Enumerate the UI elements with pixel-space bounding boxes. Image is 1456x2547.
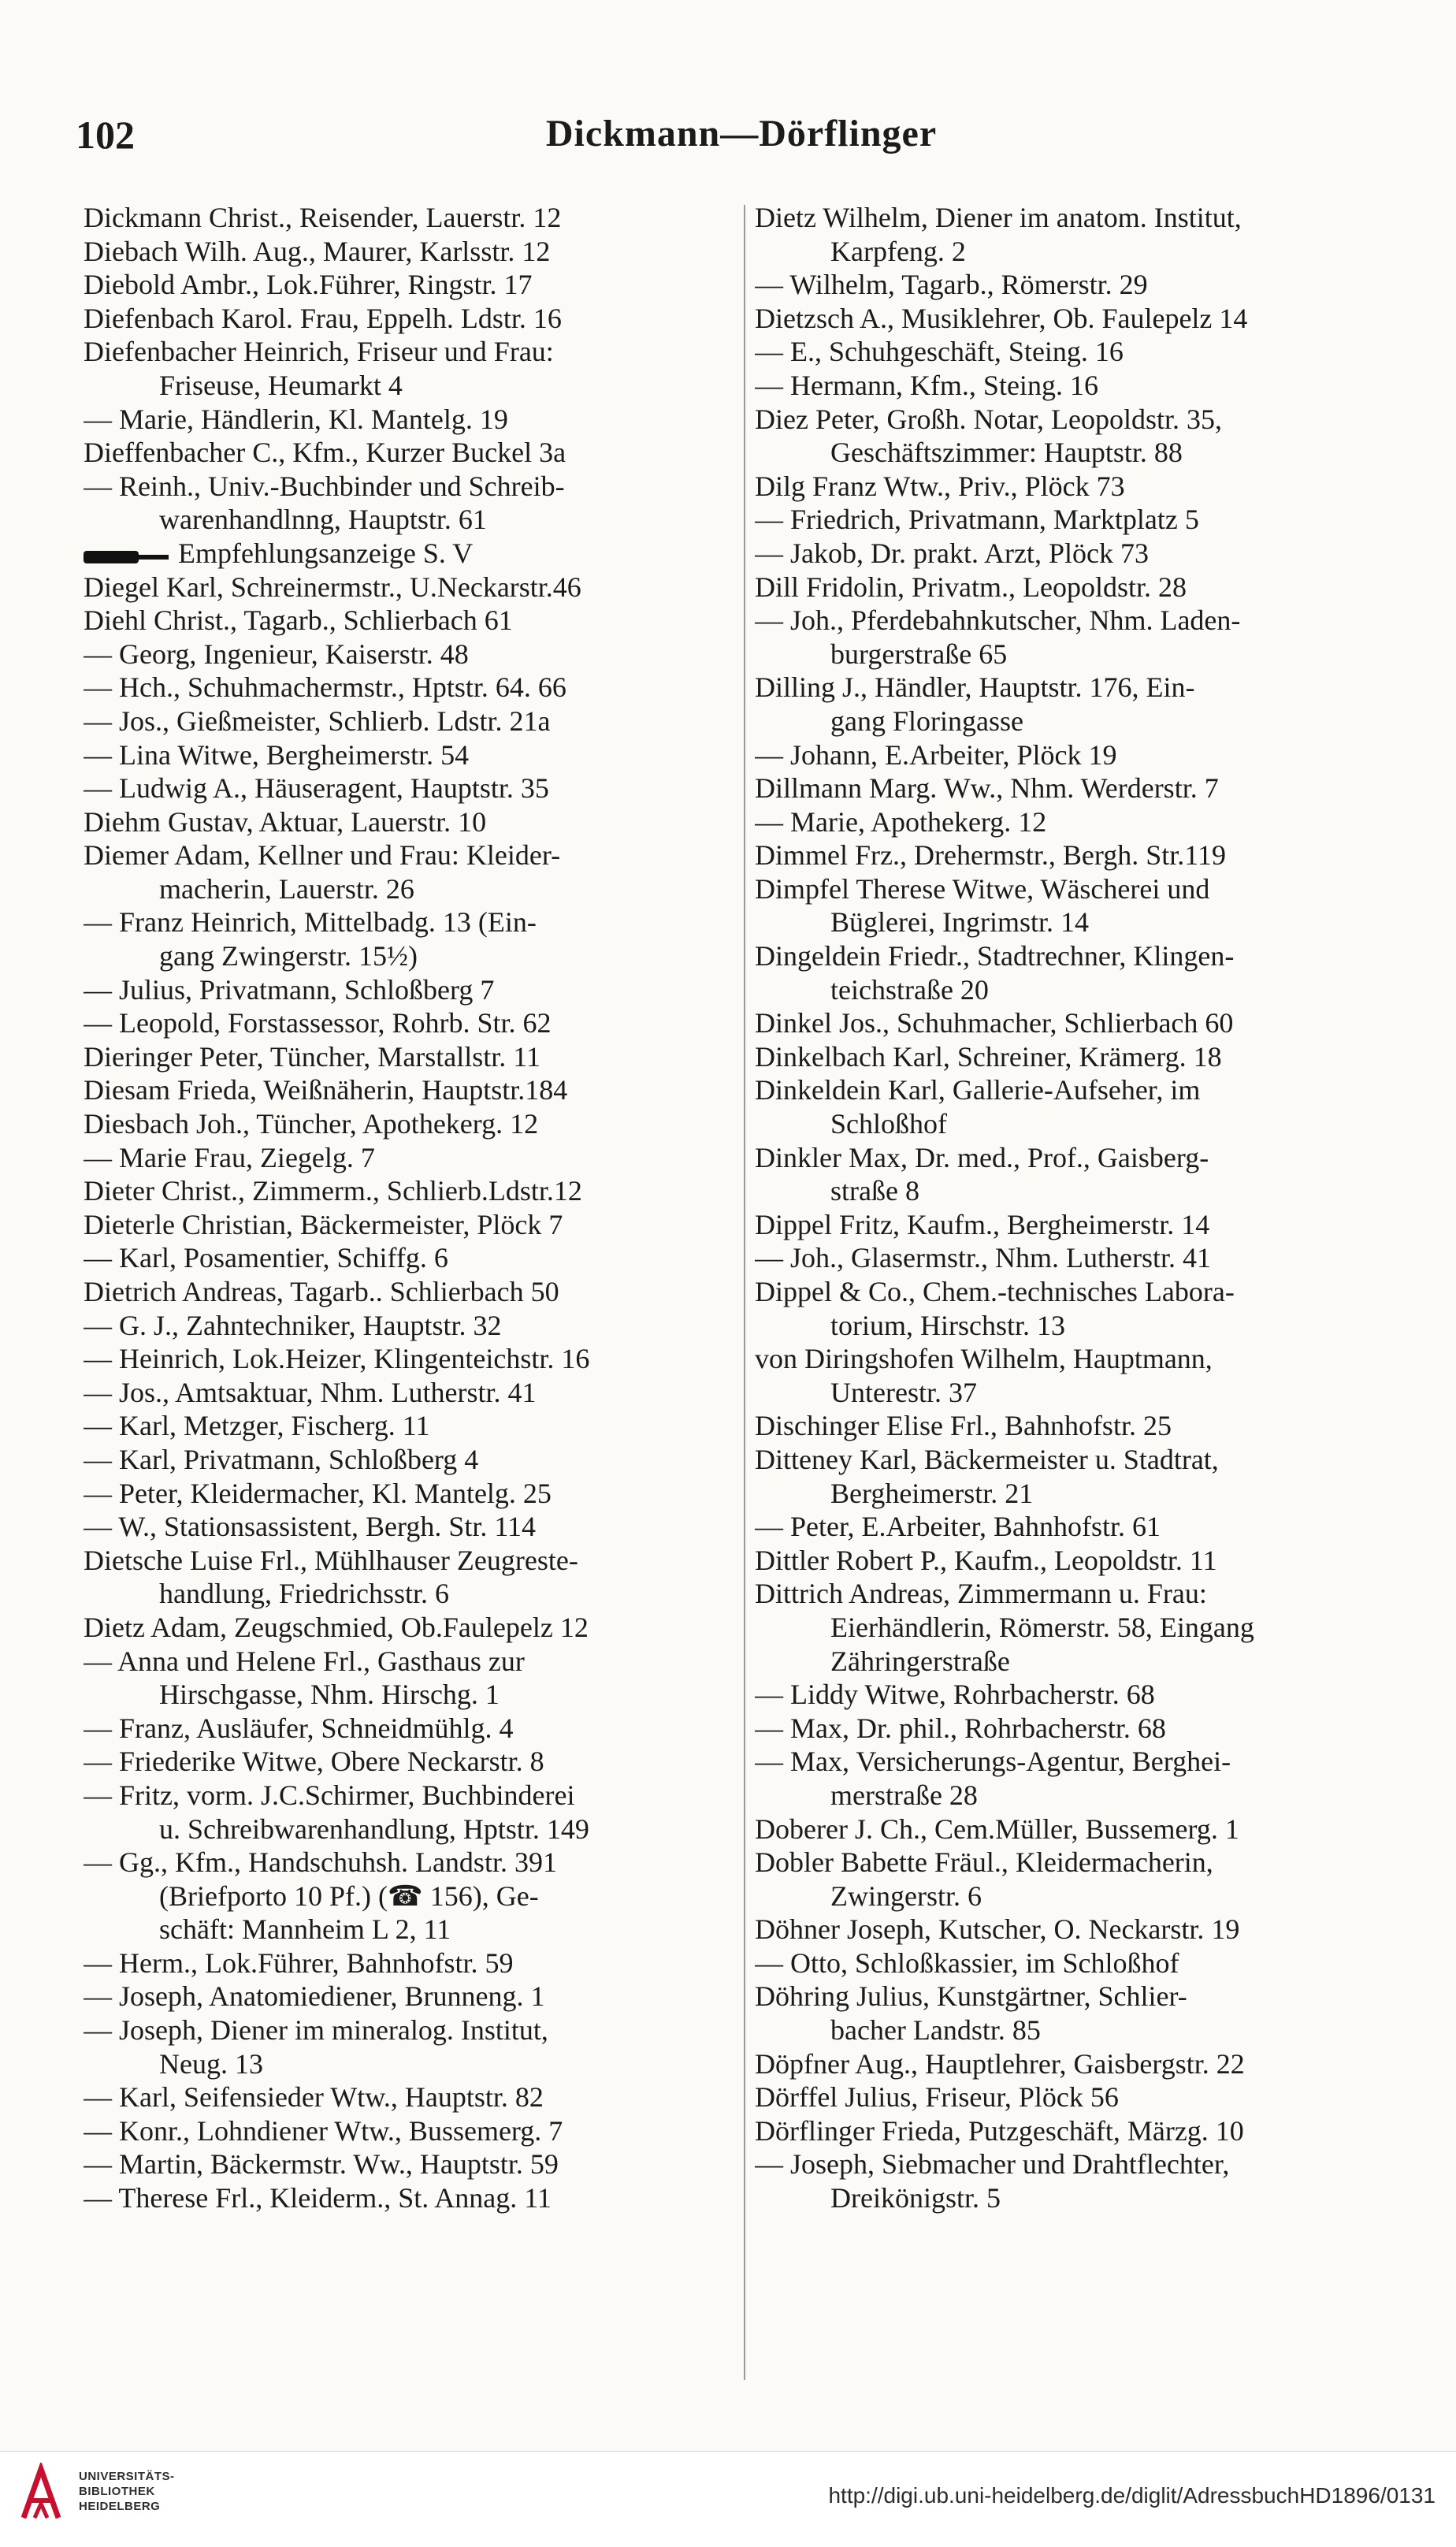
directory-entry xyxy=(755,1141,1409,1208)
directory-entry xyxy=(84,1174,739,1208)
directory-entry xyxy=(755,369,1409,403)
running-title: Dickmann—Dörflinger xyxy=(545,113,938,154)
entry-continuation-line: Unterestr. 37 xyxy=(830,1376,977,1408)
entry-line: Diefenbach Karol. Frau, Eppelh. Ldstr. 16 xyxy=(84,302,562,334)
entry-line: — Julius, Privatmann, Schloßberg 7 xyxy=(84,973,495,1006)
entry-line: Dörffel Julius, Friseur, Plöck 56 xyxy=(755,2081,1119,2114)
entry-continuation-line: merstraße 28 xyxy=(830,1779,978,1811)
entry-line: Doberer J. Ch., Cem.Müller, Bussemerg. 1 xyxy=(755,1813,1239,1845)
directory-entry xyxy=(84,905,739,972)
entry-line: — Karl, Posamentier, Schiffg. 6 xyxy=(84,1242,448,1274)
directory-entry xyxy=(755,1040,1409,1074)
directory-entry xyxy=(84,638,739,671)
entry-line: Ditteney Karl, Bäckermeister u. Stadtrat, xyxy=(755,1443,1219,1475)
entry-line: Dickmann Christ., Reisender, Lauerstr. 12 xyxy=(84,202,562,233)
directory-entry xyxy=(84,2080,739,2114)
directory-entry xyxy=(755,738,1409,772)
entry-line: — Liddy Witwe, Rohrbacherstr. 68 xyxy=(755,1679,1155,1711)
directory-entry xyxy=(84,1712,739,1746)
directory-entry xyxy=(84,1846,739,1947)
entry-line: — Konr., Lohndiener Wtw., Bussemerg. 7 xyxy=(84,2114,563,2147)
pointing-hand-icon xyxy=(84,548,170,565)
entry-line: — Fritz, vorm. J.C.Schirmer, Buchbinderei xyxy=(84,1779,575,1811)
entry-line: — Hch., Schuhmachermstr., Hptstr. 64. 66 xyxy=(84,671,566,704)
entry-line: — Therese Frl., Kleiderm., St. Annag. 11 xyxy=(84,2182,552,2214)
entry-continuation-line: u. Schreibwarenhandlung, Hptstr. 149 xyxy=(159,1813,589,1845)
library-name-line: BIBLIOTHEK xyxy=(79,2485,155,2498)
directory-entry xyxy=(84,772,739,805)
left-column xyxy=(84,201,739,2392)
directory-entry xyxy=(84,2181,739,2215)
directory-entry xyxy=(755,1342,1409,1409)
entry-continuation-line: Eierhändlerin, Römerstr. 58, Eingang xyxy=(830,1611,1254,1643)
entry-line: — Karl, Seifensieder Wtw., Hauptstr. 82 xyxy=(84,2081,544,2114)
entry-line: Dingeldein Friedr., Stadtrechner, Klingen- xyxy=(755,940,1235,972)
directory-entry xyxy=(84,1309,739,1343)
entry-line: Diesam Frieda, Weißnäherin, Hauptstr.184 xyxy=(84,1074,568,1106)
directory-entry xyxy=(84,1040,739,1074)
entry-line: Döpfner Aug., Hauptlehrer, Gaisbergstr. 22 xyxy=(755,2047,1245,2080)
directory-entry xyxy=(84,738,739,772)
directory-entry xyxy=(755,1980,1409,2047)
directory-entry xyxy=(755,838,1409,872)
directory-entry xyxy=(84,1947,739,1980)
directory-entry xyxy=(755,1813,1409,1846)
entry-line: Dittler Robert P., Kaufm., Leopoldstr. 11 xyxy=(755,1544,1217,1576)
entry-line: — Herm., Lok.Führer, Bahnhofstr. 59 xyxy=(84,1947,514,1979)
directory-entry xyxy=(755,1678,1409,1712)
entry-line: Diefenbacher Heinrich, Friseur und Frau: xyxy=(84,336,554,368)
directory-entry xyxy=(84,973,739,1007)
directory-entry xyxy=(84,1073,739,1107)
directory-entry xyxy=(755,1073,1409,1140)
entry-line: Diegel Karl, Schreinermstr., U.Neckarstr.46 xyxy=(84,571,581,603)
entry-line: Diebold Ambr., Lok.Führer, Ringstr. 17 xyxy=(84,269,533,301)
directory-entry xyxy=(84,1611,739,1645)
entry-continuation-line: Zähringerstraße xyxy=(830,1645,1010,1677)
entry-line: Dietsche Luise Frl., Mühlhauser Zeugreste- xyxy=(84,1544,578,1576)
entry-line: Döhring Julius, Kunstgärtner, Schlier- xyxy=(755,1980,1187,2013)
directory-entry xyxy=(84,1779,739,1846)
directory-entry xyxy=(84,436,739,470)
entry-line: — Reinh., Univ.-Buchbinder und Schreib- xyxy=(84,470,565,502)
entry-line: — Peter, E.Arbeiter, Bahnhofstr. 61 xyxy=(755,1511,1161,1543)
entry-line: Dietzsch A., Musiklehrer, Ob. Faulepelz 14 xyxy=(755,302,1248,334)
entry-continuation-line: torium, Hirschstr. 13 xyxy=(830,1309,1065,1341)
entry-line: — Leopold, Forstassessor, Rohrb. Str. 62 xyxy=(84,1007,552,1039)
entry-line: — Joseph, Anatomiediener, Brunneng. 1 xyxy=(84,1980,545,2013)
directory-entry xyxy=(755,1544,1409,1578)
column-divider xyxy=(744,205,745,2380)
entry-continuation-line: Schloßhof xyxy=(830,1108,947,1140)
entry-continuation-line: macherin, Lauerstr. 26 xyxy=(159,872,414,905)
directory-entry xyxy=(755,2114,1409,2148)
entry-line: Diebach Wilh. Aug., Maurer, Karlsstr. 12 xyxy=(84,235,551,267)
library-name-line: HEIDELBERG xyxy=(79,2500,161,2513)
entry-line: von Diringshofen Wilhelm, Hauptmann, xyxy=(755,1343,1213,1375)
entry-continuation-line: Büglerei, Ingrimstr. 14 xyxy=(830,906,1089,939)
directory-entry xyxy=(755,2047,1409,2081)
entry-line: Diez Peter, Großh. Notar, Leopoldstr. 35, xyxy=(755,403,1222,435)
entry-line: Dieter Christ., Zimmerm., Schlierb.Ldstr.12 xyxy=(84,1175,582,1207)
entry-line: — Max, Dr. phil., Rohrbacherstr. 68 xyxy=(755,1712,1166,1744)
entry-line: — Karl, Metzger, Fischerg. 11 xyxy=(84,1410,430,1442)
entry-line: — Gg., Kfm., Handschuhsh. Landstr. 391 xyxy=(84,1846,557,1879)
entry-continuation-line: gang Zwingerstr. 15½) xyxy=(159,940,418,972)
entry-line: — W., Stationsassistent, Bergh. Str. 114 xyxy=(84,1511,537,1543)
entry-line: — Joseph, Siebmacher und Drahtflechter, xyxy=(755,2148,1230,2181)
directory-entry xyxy=(755,503,1409,537)
entry-line: — Max, Versicherungs-Agentur, Berghei- xyxy=(755,1746,1231,1778)
entry-line: Dieringer Peter, Tüncher, Marstallstr. 11 xyxy=(84,1040,540,1073)
directory-entry xyxy=(84,2147,739,2181)
directory-entry xyxy=(84,1443,739,1477)
directory-entry xyxy=(755,1241,1409,1275)
directory-entry xyxy=(84,1645,739,1712)
entry-line: — Hermann, Kfm., Steing. 16 xyxy=(755,369,1098,401)
entry-line: Dinkler Max, Dr. med., Prof., Gaisberg- xyxy=(755,1141,1209,1173)
directory-entry xyxy=(755,1947,1409,1980)
entry-line: — Peter, Kleidermacher, Kl. Mantelg. 25 xyxy=(84,1477,552,1509)
right-column xyxy=(755,201,1409,2392)
directory-entry xyxy=(84,1107,739,1141)
directory-entry xyxy=(84,537,739,571)
entry-line: Diesbach Joh., Tüncher, Apothekerg. 12 xyxy=(84,1108,539,1140)
directory-entry xyxy=(755,1409,1409,1443)
entry-continuation-line: burgerstraße 65 xyxy=(830,638,1008,670)
directory-entry xyxy=(84,235,739,269)
entry-continuation-line: Bergheimerstr. 21 xyxy=(830,1477,1034,1509)
directory-entry xyxy=(84,2013,739,2080)
directory-entry xyxy=(84,604,739,638)
directory-entry xyxy=(84,1241,739,1275)
entry-line: Dimmel Frz., Drehermstr., Bergh. Str.119 xyxy=(755,839,1226,872)
directory-entry xyxy=(755,671,1409,738)
entry-line: Dieterle Christian, Bäckermeister, Plöck 7 xyxy=(84,1208,563,1240)
entry-continuation-line: gang Floringasse xyxy=(830,705,1023,737)
directory-entry xyxy=(755,1275,1409,1342)
entry-line: — Heinrich, Lok.Heizer, Klingenteichstr. 16 xyxy=(84,1343,590,1375)
directory-entry xyxy=(755,1443,1409,1510)
directory-entry xyxy=(755,1913,1409,1947)
directory-entry xyxy=(84,1745,739,1779)
entry-line: Dietrich Andreas, Tagarb.. Schlierbach 50 xyxy=(84,1276,559,1307)
directory-entry xyxy=(755,1712,1409,1746)
directory-entry xyxy=(84,1376,739,1410)
entry-continuation-line: Dreikönigstr. 5 xyxy=(830,2182,1001,2214)
directory-entry xyxy=(755,1510,1409,1544)
directory-entry xyxy=(755,939,1409,1006)
entry-continuation-line: Neug. 13 xyxy=(159,2047,263,2080)
entry-line: Dippel & Co., Chem.-technisches Labora- xyxy=(755,1276,1235,1307)
entry-line: Dittrich Andreas, Zimmermann u. Frau: xyxy=(755,1578,1207,1610)
entry-line: Dörflinger Frieda, Putzgeschäft, Märzg. 10 xyxy=(755,2114,1244,2147)
entry-line: — Joseph, Diener im mineralog. Institut, xyxy=(84,2014,548,2047)
directory-entry xyxy=(755,470,1409,504)
directory-entry xyxy=(84,470,739,537)
entry-line: Dinkel Jos., Schuhmacher, Schlierbach 60 xyxy=(755,1007,1234,1039)
directory-entry xyxy=(755,604,1409,671)
directory-entry xyxy=(84,1006,739,1040)
entry-line: — Anna und Helene Frl., Gasthaus zur xyxy=(84,1645,525,1677)
directory-entry xyxy=(755,2080,1409,2114)
directory-entry xyxy=(755,1006,1409,1040)
entry-line: — Lina Witwe, Bergheimerstr. 54 xyxy=(84,738,470,771)
entry-line: — Franz, Ausläufer, Schneidmühlg. 4 xyxy=(84,1712,514,1744)
entry-line: — Friedrich, Privatmann, Marktplatz 5 xyxy=(755,504,1199,536)
directory-entry xyxy=(84,805,739,839)
directory-entry xyxy=(755,1577,1409,1678)
directory-entry xyxy=(84,302,739,336)
entry-line: Dischinger Elise Frl., Bahnhofstr. 25 xyxy=(755,1410,1172,1442)
directory-entry xyxy=(84,1477,739,1511)
directory-entry xyxy=(755,772,1409,805)
entry-line: Dietz Adam, Zeugschmied, Ob.Faulepelz 12 xyxy=(84,1611,589,1643)
entry-line: Dill Fridolin, Privatm., Leopoldstr. 28 xyxy=(755,571,1187,603)
entry-line: Diemer Adam, Kellner und Frau: Kleider- xyxy=(84,839,561,872)
entry-line: — Johann, E.Arbeiter, Plöck 19 xyxy=(755,738,1117,771)
entry-continuation-line: teichstraße 20 xyxy=(830,973,989,1006)
directory-entry xyxy=(84,1208,739,1242)
entry-line: — Jos., Amtsaktuar, Nhm. Lutherstr. 41 xyxy=(84,1376,537,1408)
directory-entry xyxy=(755,1846,1409,1913)
entry-line: — Jakob, Dr. prakt. Arzt, Plöck 73 xyxy=(755,537,1149,569)
entry-continuation-line: Friseuse, Heumarkt 4 xyxy=(159,369,403,401)
entry-line: — Marie, Händlerin, Kl. Mantelg. 19 xyxy=(84,403,508,435)
entry-line: — Wilhelm, Tagarb., Römerstr. 29 xyxy=(755,269,1148,301)
university-logo-icon xyxy=(17,2463,65,2526)
entry-line: Dinkelbach Karl, Schreiner, Krämerg. 18 xyxy=(755,1040,1222,1073)
entry-line: — Otto, Schloßkassier, im Schloßhof xyxy=(755,1947,1179,1979)
entry-line: — Marie Frau, Ziegelg. 7 xyxy=(84,1141,375,1173)
entry-line: Dilling J., Händler, Hauptstr. 176, Ein- xyxy=(755,671,1195,704)
directory-entry xyxy=(84,403,739,437)
entry-line: — Georg, Ingenieur, Kaiserstr. 48 xyxy=(84,638,469,670)
entry-line: Diehl Christ., Tagarb., Schlierbach 61 xyxy=(84,604,513,637)
directory-entry xyxy=(755,537,1409,571)
directory-entry xyxy=(755,403,1409,470)
entry-line: — Marie, Apothekerg. 12 xyxy=(755,805,1047,838)
directory-entry xyxy=(84,671,739,705)
directory-entry xyxy=(84,268,739,302)
entry-line: Diehm Gustav, Aktuar, Lauerstr. 10 xyxy=(84,805,487,838)
directory-entry xyxy=(755,1208,1409,1242)
library-name-line: UNIVERSITÄTS- xyxy=(79,2470,175,2483)
directory-entry xyxy=(84,571,739,604)
entry-line: — G. J., Zahntechniker, Hauptstr. 32 xyxy=(84,1309,502,1341)
directory-entry xyxy=(84,335,739,402)
entry-line: — Joh., Pferdebahnkutscher, Nhm. Laden- xyxy=(755,604,1241,637)
entry-continuation-line: handlung, Friedrichsstr. 6 xyxy=(159,1578,449,1610)
entry-continuation-line: Zwingerstr. 6 xyxy=(830,1880,982,1912)
entry-continuation-line: Karpfeng. 2 xyxy=(830,235,966,267)
entry-continuation-line: schäft: Mannheim L 2, 11 xyxy=(159,1913,451,1946)
directory-entry xyxy=(755,268,1409,302)
directory-entry xyxy=(84,1980,739,2013)
directory-entry xyxy=(755,571,1409,604)
directory-entry xyxy=(84,1275,739,1309)
directory-entry xyxy=(755,1745,1409,1812)
entry-line: Dillmann Marg. Ww., Nhm. Werderstr. 7 xyxy=(755,772,1219,805)
directory-entry xyxy=(84,201,739,235)
entry-continuation-line: bacher Landstr. 85 xyxy=(830,2014,1041,2047)
entry-continuation-line: straße 8 xyxy=(830,1175,919,1207)
library-name xyxy=(79,2469,175,2514)
directory-entry xyxy=(84,1510,739,1544)
entry-line: — Ludwig A., Häuseragent, Hauptstr. 35 xyxy=(84,772,549,805)
directory-entry xyxy=(755,2147,1409,2214)
entry-line: Dinkeldein Karl, Gallerie-Aufseher, im xyxy=(755,1074,1201,1106)
directory-entry xyxy=(755,201,1409,268)
directory-entry xyxy=(84,705,739,738)
page-header xyxy=(76,104,1407,167)
entry-line: — Franz Heinrich, Mittelbadg. 13 (Ein- xyxy=(84,906,537,939)
directory-entry xyxy=(755,302,1409,336)
page-number: 102 xyxy=(76,113,135,157)
directory-entry xyxy=(84,838,739,905)
entry-line xyxy=(84,537,739,571)
entry-line: — E., Schuhgeschäft, Steing. 16 xyxy=(755,336,1124,368)
entry-line: Dilg Franz Wtw., Priv., Plöck 73 xyxy=(755,470,1125,502)
entry-line: Dimpfel Therese Witwe, Wäscherei und xyxy=(755,872,1210,905)
entry-line: Döhner Joseph, Kutscher, O. Neckarstr. 19 xyxy=(755,1913,1240,1946)
directory-entry xyxy=(84,1409,739,1443)
entry-continuation-line: warenhandlnng, Hauptstr. 61 xyxy=(159,504,487,536)
directory-entry xyxy=(755,872,1409,939)
directory-entry xyxy=(84,1342,739,1376)
entry-line: — Friederike Witwe, Obere Neckarstr. 8 xyxy=(84,1746,544,1778)
directory-entry xyxy=(84,1141,739,1175)
directory-entry xyxy=(755,805,1409,839)
entry-continuation-line: (Briefporto 10 Pf.) (☎ 156), Ge- xyxy=(159,1880,539,1912)
entry-line: Dieffenbacher C., Kfm., Kurzer Buckel 3a xyxy=(84,437,566,469)
footer-bar xyxy=(0,2451,1456,2547)
entry-continuation-line: Geschäftszimmer: Hauptstr. 88 xyxy=(830,437,1183,469)
entry-line: — Jos., Gießmeister, Schlierb. Ldstr. 21a xyxy=(84,705,551,737)
entry-line: Dobler Babette Fräul., Kleidermacherin, xyxy=(755,1846,1213,1879)
entry-continuation-line: Hirschgasse, Nhm. Hirschg. 1 xyxy=(159,1679,500,1711)
entry-line: Dippel Fritz, Kaufm., Bergheimerstr. 14 xyxy=(755,1208,1210,1240)
directory-entry xyxy=(755,335,1409,369)
entry-text: Empfehlungsanzeige S. V xyxy=(178,537,474,569)
entry-line: — Martin, Bäckermstr. Ww., Hauptstr. 59 xyxy=(84,2148,559,2181)
entry-line: Dietz Wilhelm, Diener im anatom. Institut, xyxy=(755,202,1242,233)
entry-line: — Joh., Glasermstr., Nhm. Lutherstr. 41 xyxy=(755,1242,1211,1274)
directory-entry xyxy=(84,2114,739,2148)
entry-line: — Karl, Privatmann, Schloßberg 4 xyxy=(84,1443,479,1475)
source-url-link[interactable]: http://digi.ub.uni-heidelberg.de/diglit/AdressbuchHD1896/0131 xyxy=(828,2483,1436,2508)
directory-entry xyxy=(84,1544,739,1611)
